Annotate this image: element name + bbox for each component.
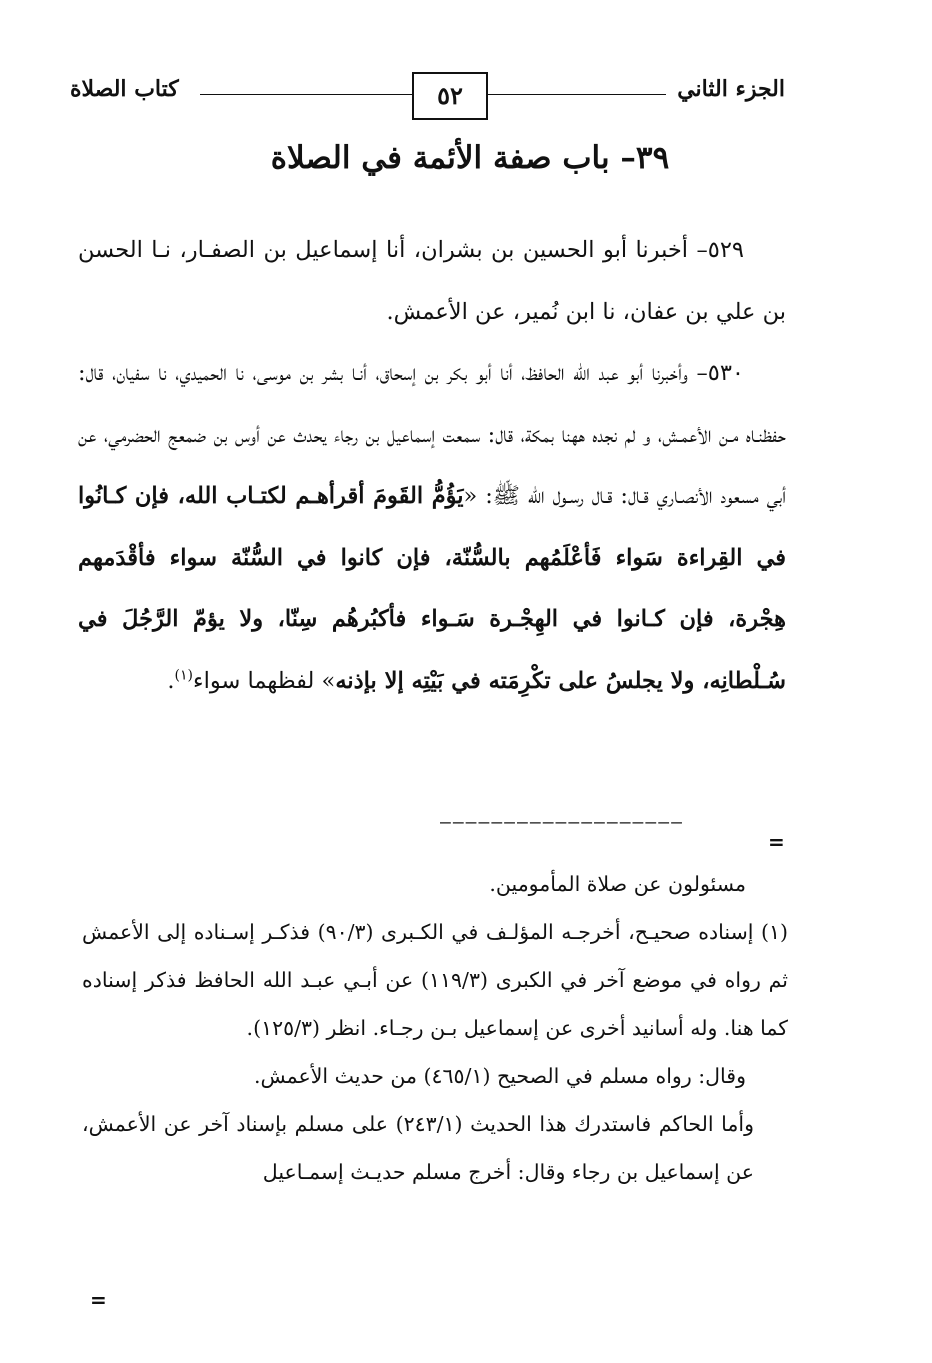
chapter-title: ٣٩– باب صفة الأئمة في الصلاة [270,140,670,176]
footnote-carryover: مسئولون عن صلاة المأمومين. [489,872,746,896]
footnote-1: (١) إسناده صحيـح، أخرجـه المؤلـف في الكـبرى (٩٠/٣) فذكـر إسـناده إلى الأعمش ثم رواه في موضع آخر في الكبرى (١١٩/٣) عن أبـي عبـد الله الحافظ فذكر إسناده كما هنا. وله أسانيد أخرى عن إسماعيل بـن رجـاء. انظر (١٢٥/٣). [82,920,789,1040]
footnote-ref: (١) [174,667,194,683]
footnote-separator: ——————————————————— [440,812,684,833]
footnote-1-hakim: وأما الحاكم فاستدرك هذا الحديث (٢٤٣/١) على مسلم بإسناد آخر عن الأعمش، عن إسماعيل بن رجاء وقال: أخرج مسلم حديـث إسمـاعيل [82,1112,754,1184]
header-rule-left [200,94,412,95]
main-text [78,220,786,712]
continuation-mark-bottom: = [90,1288,107,1312]
continuation-mark-top: = [768,830,785,854]
hadith-530: ٥٣٠– وأخبرنا أبو عبد الله الحافظ، أنا أبو بكر بن إسحاق، أنـا بشر بن موسى، نا الحميدي، نا سفيان، قال: حفظنـاه مـن الأعمـش، و لم نجده ههنا بمكة، قال: سمعت إسماعيل بن رجاء يحدث عن أوس بن ضمعج الحضرمي، عن أبي مسعود الأنصـاري قـال: قـال رسـول الله ﷺ: «يَؤُمُّ القَومَ أقرأهـم لكتـاب الله، فإن كـانُوا في القِراءة سَواء فَأعْلَمُهم بالسُّنّة، فإن كانوا في السُّنّة سواء فأقْدَمهم هِجْرة، فإن كـانوا في الهِجْـرة سَـواء فأكبُرهُم سِنّا، ولا يؤمّ الرَّجُلَ في سُـلْطانِه، ولا يجلسُ على تكْرِمَته في بَيْتِه إلا بإذنه» لفظهما سواء$^{(١)}$. [78,360,786,694]
book-label: كتاب الصلاة [70,76,179,102]
volume-label: الجزء الثاني [677,76,785,102]
hadith-530-isnad: ٥٣٠– وأخبرنا أبو عبد الله الحافظ، أنا أبو بكر بن إسحاق، أنـا بشر بن موسى، نا الحميدي، نا سفيان، قال: حفظنـاه مـن الأعمـش، و لم نجده ههنا بمكة، قال: سمعت إسماعيل بن رجاء يحدث عن أوس بن ضمعج الحضرمي، عن أبي مسعود الأنصـاري قـال: قـال رسـول الله ﷺ: « [78,360,786,509]
footnotes [82,860,788,1196]
header-rule-right [488,94,666,95]
footnote-1-muslim: وقال: رواه مسلم في الصحيح (٤٦٥/١) من حديث الأعمش. [253,1064,746,1088]
hadith-530-closing: » لفظهما سواء [193,667,336,694]
hadith-matn: يَؤُمُّ القَومَ أقرأهـم لكتـاب الله، فإن كـانُوا في القِراءة سَواء فَأعْلَمُهم بالسُّنّة، فإن كانوا في السُّنّة سواء فأقْدَمهم هِجْرة، فإن كـانوا في الهِجْـرة سَـواء فأكبُرهُم سِنّا، ولا يؤمّ الرَّجُلَ في سُـلْطانِه، ولا يجلسُ على تكْرِمَته في بَيْتِه إلا بإذنه [78,483,786,694]
hadith-529: ٥٢٩– أخبرنا أبو الحسين بن بشران، أنا إسماعيل بن الصفـار، نـا الحسن بن علي بن عفان، نا ابن نُمير، عن الأعمش. [78,237,786,325]
page-number: ٥٢ [412,72,488,120]
running-header [70,66,785,116]
